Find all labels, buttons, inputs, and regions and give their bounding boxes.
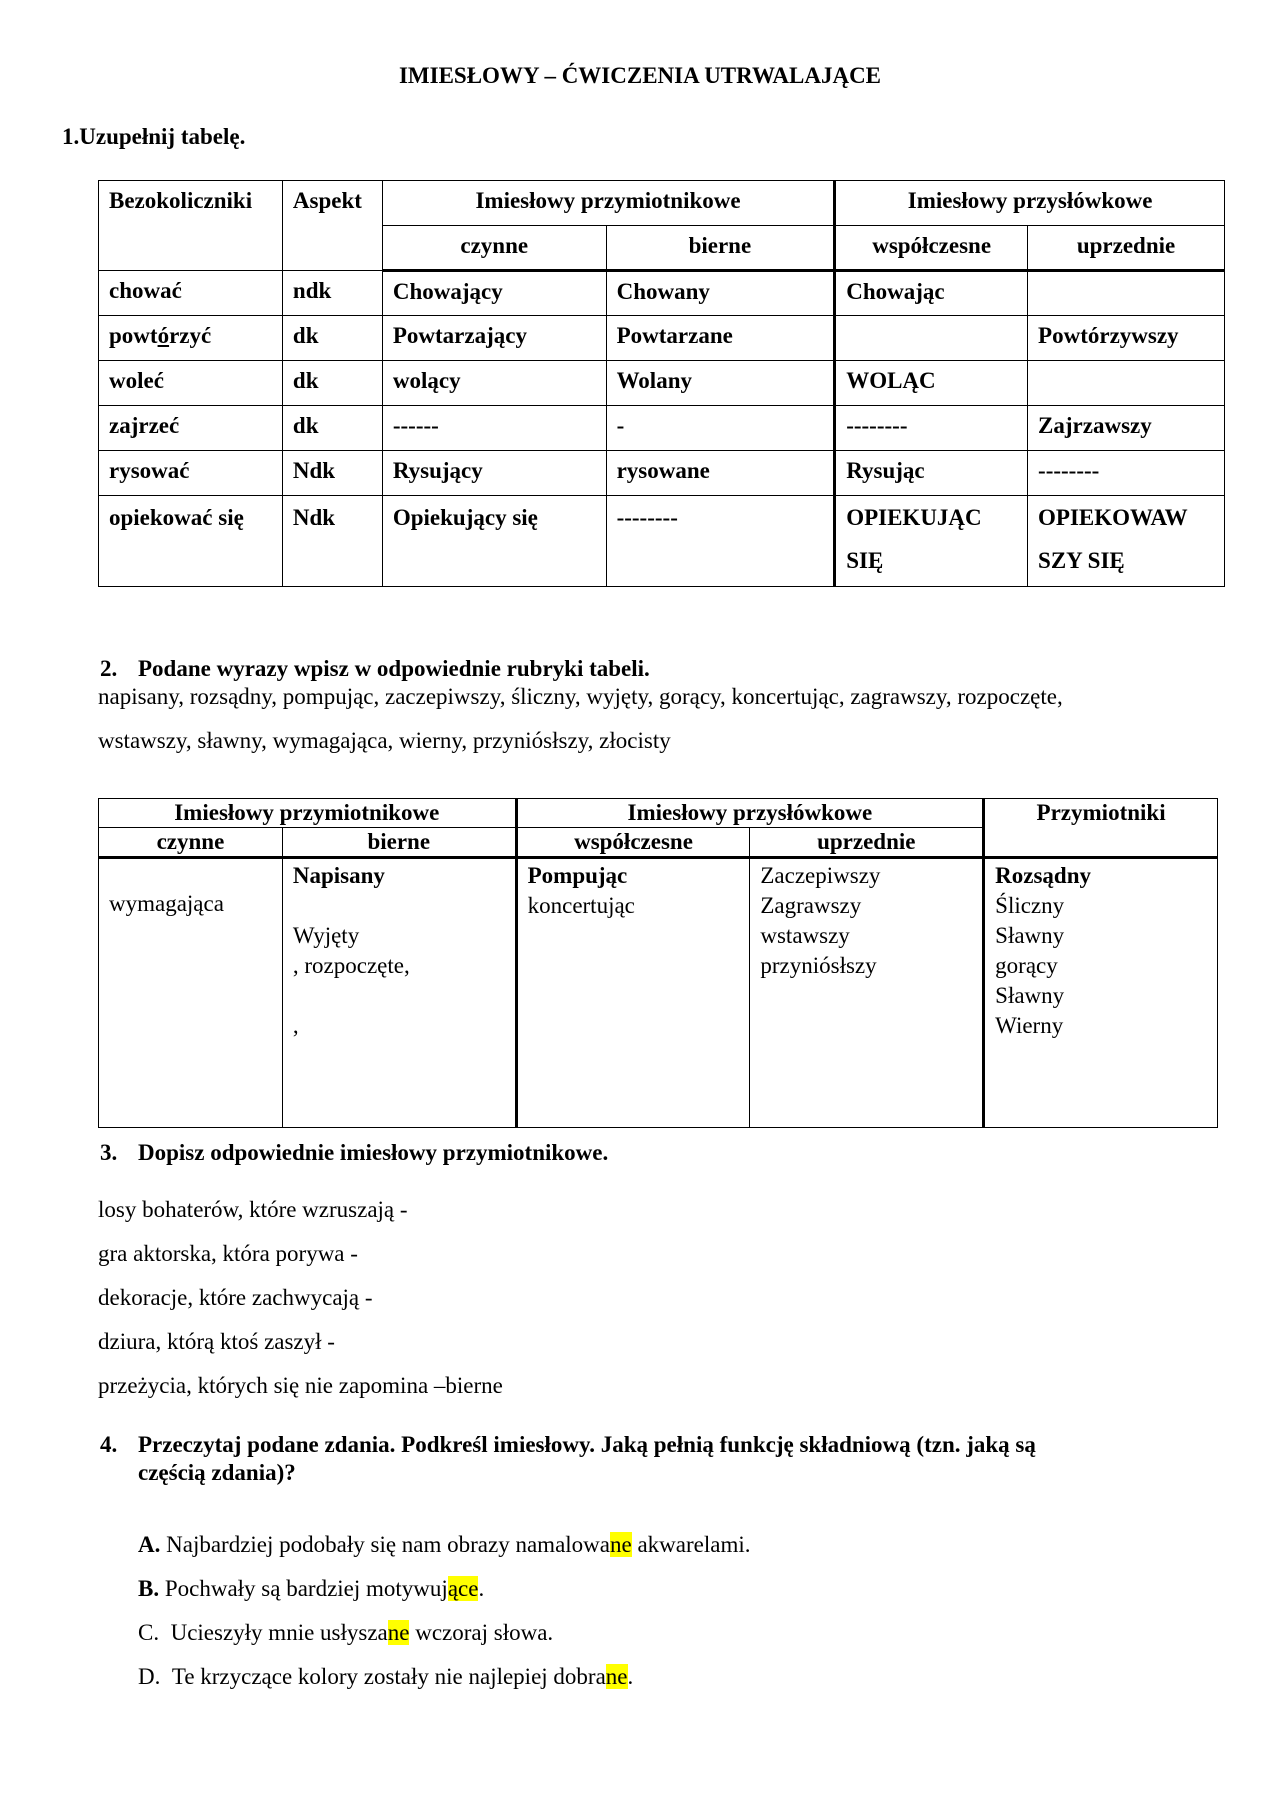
verb-cell: woleć (99, 361, 283, 406)
aspect-cell: dk (282, 316, 382, 361)
table-row (99, 496, 1225, 587)
exercise-2-heading: Podane wyrazy wpisz w odpowiednie rubryki tabeli. (138, 656, 650, 681)
bierne-cell: Powtarzane (606, 316, 835, 361)
header-uprzednie: uprzednie (1028, 226, 1225, 271)
exercise-2-words-line-2: wstawszy, sławny, wymagająca, wierny, przyniósłszy, złocisty (98, 728, 671, 753)
exercise-3-line: gra aktorska, która porywa - (98, 1241, 358, 1266)
sentence-d: D. Te krzyczące kolory zostały nie najlepiej dobrane. (138, 1664, 634, 1689)
exercise-3-line: dekoracje, które zachwycają - (98, 1285, 373, 1310)
verb-cell: powtórzyć (99, 316, 283, 361)
header-bierne: bierne (282, 828, 516, 858)
wspolczesne-cell: WOLĄC (835, 361, 1028, 406)
exercise-4-heading-line-1: Przeczytaj podane zdania. Podkreśl imiesłowy. Jaką pełnią funkcję składniową (tzn. jaką są (138, 1432, 1036, 1457)
wspolczesne-cell: Chowając (835, 271, 1028, 316)
wspolczesne-cell (835, 316, 1028, 361)
table-row (99, 451, 1225, 496)
uprzednie-cell (1028, 361, 1225, 406)
bierne-cell: -------- (606, 496, 835, 587)
sentence-b: B. Pochwały są bardziej motywujące. (138, 1576, 485, 1601)
header-przymiotniki: Przymiotniki (984, 799, 1218, 858)
table-row (99, 406, 1225, 451)
exercise-2-words-line-1: napisany, rozsądny, pompując, zaczepiwszy, śliczny, wyjęty, gorący, koncertując, zagrawszy, rozpoczęte, (98, 684, 1063, 709)
bierne-cell: Wolany (606, 361, 835, 406)
exercise-3-line: przeżycia, których się nie zapomina –bierne (98, 1373, 503, 1398)
header-aspekt: Aspekt (282, 181, 382, 271)
aspect-cell: dk (282, 361, 382, 406)
uprzednie-cell (1028, 271, 1225, 316)
uprzednie-cell: OPIEKOWAW SZY SIĘ (1028, 496, 1225, 587)
wspolczesne-cell: Pompując koncertując (516, 858, 750, 1128)
exercise-3-number: 3. (100, 1140, 118, 1165)
aspect-cell: ndk (282, 271, 382, 316)
czynne-cell: wymagająca (99, 858, 283, 1128)
uprzednie-cell: Zaczepiwszy Zagrawszy wstawszy przyniósłszy (750, 858, 984, 1128)
verb-cell: zajrzeć (99, 406, 283, 451)
wspolczesne-cell: OPIEKUJĄC SIĘ (835, 496, 1028, 587)
aspect-cell: Ndk (282, 496, 382, 587)
aspect-cell: dk (282, 406, 382, 451)
czynne-cell: Rysujący (382, 451, 606, 496)
table-row (99, 271, 1225, 316)
header-bezokoliczniki: Bezokoliczniki (99, 181, 283, 271)
czynne-cell: Opiekujący się (382, 496, 606, 587)
czynne-cell: wolący (382, 361, 606, 406)
bierne-cell: Napisany Wyjęty , rozpoczęte, , (282, 858, 516, 1128)
exercise-1-heading: 1.Uzupełnij tabelę. (62, 124, 246, 149)
table-row (99, 316, 1225, 361)
verb-cell: opiekować się (99, 496, 283, 587)
bierne-cell: Chowany (606, 271, 835, 316)
exercise-4-heading-line-2: częścią zdania)? (138, 1460, 296, 1485)
exercise-4-number: 4. (100, 1432, 118, 1457)
exercise-2-number: 2. (100, 656, 118, 681)
exercise-3-line: losy bohaterów, które wzruszają - (98, 1197, 408, 1222)
header-przyslowkowe: Imiesłowy przysłówkowe (516, 799, 984, 828)
header-czynne: czynne (382, 226, 606, 271)
czynne-cell: Powtarzający (382, 316, 606, 361)
czynne-cell: Chowający (382, 271, 606, 316)
sentence-a: A. Najbardziej podobały się nam obrazy namalowane akwarelami. (138, 1532, 751, 1557)
aspect-cell: Ndk (282, 451, 382, 496)
bierne-cell: rysowane (606, 451, 835, 496)
uprzednie-cell: Powtórzywszy (1028, 316, 1225, 361)
exercise-2-table (98, 798, 1218, 1128)
header-wspolczesne: współczesne (835, 226, 1028, 271)
header-przymiotnikowe: Imiesłowy przymiotnikowe (382, 181, 834, 226)
header-przyslowkowe: Imiesłowy przysłówkowe (835, 181, 1225, 226)
header-uprzednie: uprzednie (750, 828, 984, 858)
header-przymiotnikowe: Imiesłowy przymiotnikowe (99, 799, 517, 828)
uprzednie-cell: Zajrzawszy (1028, 406, 1225, 451)
sentence-c: C. Ucieszyły mnie usłyszane wczoraj słowa. (138, 1620, 554, 1645)
header-wspolczesne: współczesne (516, 828, 750, 858)
exercise-3-line: dziura, którą ktoś zaszył - (98, 1329, 335, 1354)
exercise-3-heading: Dopisz odpowiednie imiesłowy przymiotnikowe. (138, 1140, 609, 1165)
uprzednie-cell: -------- (1028, 451, 1225, 496)
wspolczesne-cell: -------- (835, 406, 1028, 451)
header-bierne: bierne (606, 226, 835, 271)
wspolczesne-cell: Rysując (835, 451, 1028, 496)
exercise-1-table (98, 180, 1225, 587)
verb-cell: rysować (99, 451, 283, 496)
bierne-cell: - (606, 406, 835, 451)
table-row (99, 361, 1225, 406)
przymiotniki-cell: Rozsądny Śliczny Sławny gorący Sławny Wierny (984, 858, 1218, 1128)
verb-cell: chować (99, 271, 283, 316)
czynne-cell: ------ (382, 406, 606, 451)
header-czynne: czynne (99, 828, 283, 858)
page-title: IMIESŁOWY – ĆWICZENIA UTRWALAJĄCE (398, 63, 882, 88)
